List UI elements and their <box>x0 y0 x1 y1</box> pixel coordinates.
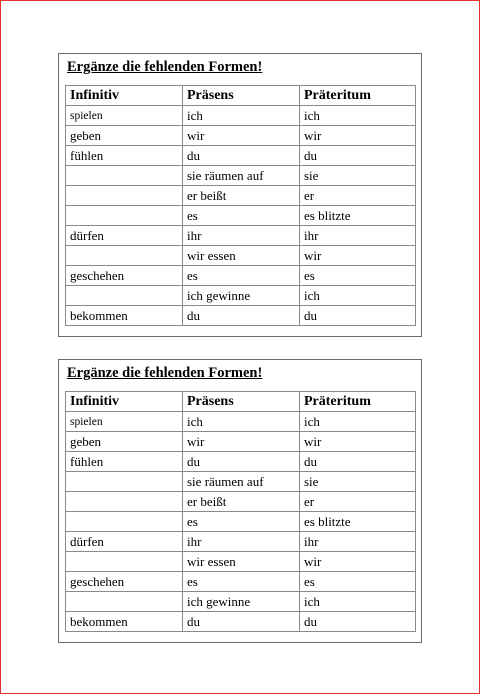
table-header-row <box>66 86 416 106</box>
header-infinitiv: Infinitiv <box>66 86 183 106</box>
cell-praeteritum: es blitzte <box>300 206 416 226</box>
cell-praesens: es <box>183 206 300 226</box>
cell-infinitiv <box>66 512 183 532</box>
cell-infinitiv <box>66 472 183 492</box>
verb-forms-table <box>65 85 416 326</box>
cell-praesens: er beißt <box>183 492 300 512</box>
cell-praesens: du <box>183 612 300 632</box>
table-row <box>66 286 416 306</box>
cell-infinitiv: geschehen <box>66 572 183 592</box>
cell-infinitiv <box>66 492 183 512</box>
cell-infinitiv: fühlen <box>66 146 183 166</box>
cell-infinitiv: fühlen <box>66 452 183 472</box>
cell-infinitiv: dürfen <box>66 226 183 246</box>
table-row <box>66 146 416 166</box>
cell-infinitiv: dürfen <box>66 532 183 552</box>
cell-infinitiv <box>66 186 183 206</box>
cell-praesens: du <box>183 306 300 326</box>
table-row <box>66 472 416 492</box>
cell-infinitiv <box>66 246 183 266</box>
table-row <box>66 206 416 226</box>
cell-praesens: ich <box>183 412 300 432</box>
cell-infinitiv: geben <box>66 126 183 146</box>
cell-praeteritum: ich <box>300 412 416 432</box>
cell-praesens: er beißt <box>183 186 300 206</box>
cell-infinitiv: geschehen <box>66 266 183 286</box>
table-row <box>66 572 416 592</box>
cell-praesens: ich gewinne <box>183 286 300 306</box>
cell-praeteritum: es <box>300 572 416 592</box>
cell-praeteritum: ihr <box>300 226 416 246</box>
table-row <box>66 166 416 186</box>
cell-praeteritum: wir <box>300 552 416 572</box>
cell-praesens: ihr <box>183 532 300 552</box>
cell-praeteritum: ich <box>300 286 416 306</box>
cell-infinitiv: spielen <box>66 412 183 432</box>
cell-praeteritum: du <box>300 612 416 632</box>
worksheet-title: Ergänze die fehlenden Formen! <box>67 365 263 381</box>
cell-praesens: wir essen <box>183 246 300 266</box>
cell-praesens: es <box>183 572 300 592</box>
table-row <box>66 266 416 286</box>
cell-praeteritum: er <box>300 186 416 206</box>
cell-praeteritum: wir <box>300 126 416 146</box>
cell-praeteritum: es blitzte <box>300 512 416 532</box>
cell-infinitiv <box>66 552 183 572</box>
table-row <box>66 186 416 206</box>
table-row <box>66 532 416 552</box>
cell-praeteritum: du <box>300 146 416 166</box>
table-row <box>66 612 416 632</box>
verb-forms-table <box>65 391 416 632</box>
cell-praesens: sie räumen auf <box>183 472 300 492</box>
cell-praeteritum: er <box>300 492 416 512</box>
table-row <box>66 452 416 472</box>
cell-praesens: es <box>183 512 300 532</box>
cell-praeteritum: ihr <box>300 532 416 552</box>
cell-praesens: ich <box>183 106 300 126</box>
cell-praesens: sie räumen auf <box>183 166 300 186</box>
table-row <box>66 226 416 246</box>
header-praesens: Präsens <box>183 392 300 412</box>
table-row <box>66 306 416 326</box>
header-infinitiv: Infinitiv <box>66 392 183 412</box>
cell-infinitiv <box>66 206 183 226</box>
cell-infinitiv: spielen <box>66 106 183 126</box>
cell-infinitiv <box>66 592 183 612</box>
cell-praesens: du <box>183 146 300 166</box>
cell-praeteritum: ich <box>300 592 416 612</box>
cell-infinitiv: bekommen <box>66 612 183 632</box>
table-row <box>66 552 416 572</box>
table-row <box>66 492 416 512</box>
cell-praesens: ihr <box>183 226 300 246</box>
worksheet-title: Ergänze die fehlenden Formen! <box>67 59 263 75</box>
worksheet-1 <box>58 53 422 337</box>
table-row <box>66 412 416 432</box>
cell-infinitiv <box>66 166 183 186</box>
cell-praesens: es <box>183 266 300 286</box>
cell-praeteritum: du <box>300 452 416 472</box>
cell-infinitiv: geben <box>66 432 183 452</box>
cell-praeteritum: du <box>300 306 416 326</box>
cell-praesens: wir <box>183 126 300 146</box>
table-row <box>66 512 416 532</box>
header-praesens: Präsens <box>183 86 300 106</box>
header-praeteritum: Präteritum <box>300 86 416 106</box>
cell-praeteritum: sie <box>300 472 416 492</box>
table-row <box>66 106 416 126</box>
cell-praesens: wir essen <box>183 552 300 572</box>
cell-praeteritum: sie <box>300 166 416 186</box>
cell-praeteritum: es <box>300 266 416 286</box>
header-praeteritum: Präteritum <box>300 392 416 412</box>
table-header-row <box>66 392 416 412</box>
cell-praesens: du <box>183 452 300 472</box>
cell-infinitiv: bekommen <box>66 306 183 326</box>
cell-praesens: wir <box>183 432 300 452</box>
table-row <box>66 432 416 452</box>
cell-praeteritum: wir <box>300 432 416 452</box>
cell-praeteritum: wir <box>300 246 416 266</box>
cell-praeteritum: ich <box>300 106 416 126</box>
table-row <box>66 246 416 266</box>
cell-infinitiv <box>66 286 183 306</box>
cell-praesens: ich gewinne <box>183 592 300 612</box>
table-row <box>66 592 416 612</box>
table-row <box>66 126 416 146</box>
worksheet-2 <box>58 359 422 643</box>
